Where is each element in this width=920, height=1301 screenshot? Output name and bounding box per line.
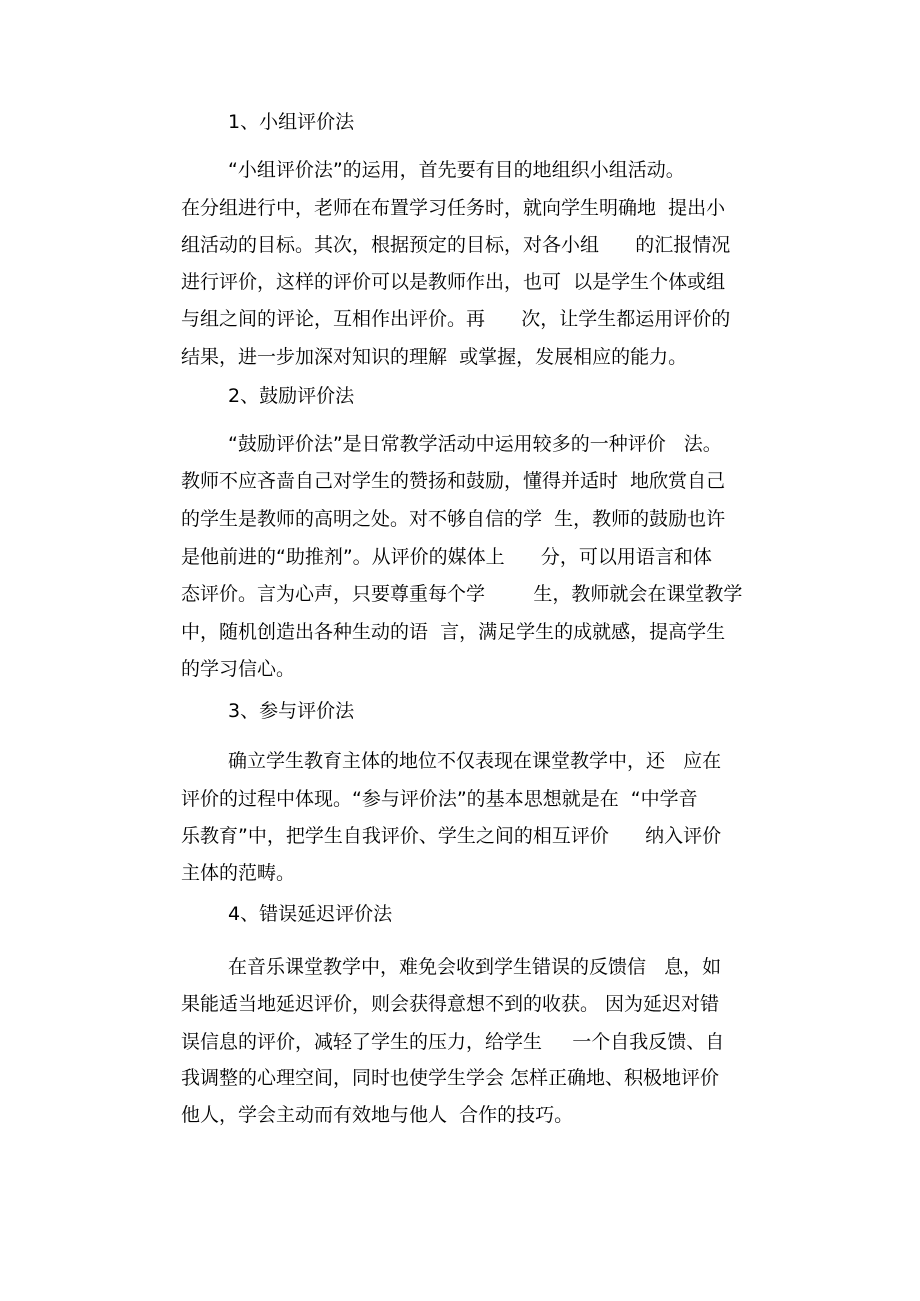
paragraph-line: 主体的范畴。: [181, 862, 296, 884]
section-heading: 2、鼓励评价法: [228, 385, 355, 407]
paragraph-line: 态评价。言为心声，只要尊重每个学 生，教师就会在课堂教学: [181, 583, 743, 605]
paragraph-line: 在分组进行中，老师在布置学习任务时，就向学生明确地 提出小: [181, 197, 726, 219]
paragraph-line: 的学习信心。: [181, 658, 296, 680]
paragraph-line: 误信息的评价，减轻了学生的压力，给学生 一个自我反馈、自: [181, 1031, 725, 1053]
paragraph-line: 乐教育”中，把学生自我评价、学生之间的相互评价 纳入评价: [181, 825, 722, 847]
paragraph-line: 中，随机创造出各种生动的语 言，满足学生的成就感，提高学生: [181, 621, 726, 643]
paragraph-line: 评价的过程中体现。“参与评价法”的基本思想就是在 “中学音: [181, 788, 698, 810]
section-heading: 4、错误延迟评价法: [228, 903, 393, 925]
paragraph-line: 他人，学会主动而有效地与他人 合作的技巧。: [181, 1104, 574, 1126]
paragraph-line: 进行评价，这样的评价可以是教师作出，也可 以是学生个体或组: [181, 271, 726, 293]
paragraph-line: 与组之间的评论，互相作出评价。再 次，让学生都运用评价的: [181, 308, 731, 330]
paragraph-line: “小组评价法”的运用，首先要有目的地组织小组活动。: [228, 159, 685, 181]
paragraph-line: 确立学生教育主体的地位不仅表现在课堂教学中，还 应在: [228, 750, 722, 772]
section-heading: 1、小组评价法: [228, 111, 355, 133]
paragraph-line: 的学生是教师的高明之处。对不够自信的学 生，教师的鼓励也许: [181, 508, 726, 530]
paragraph-line: 在音乐课堂教学中，难免会收到学生错误的反馈信 息，如: [228, 956, 722, 978]
paragraph-line: “鼓励评价法”是日常教学活动中运用较多的一种评价 法。: [228, 433, 722, 455]
paragraph-line: 我调整的心理空间，同时也使学生学会 怎样正确地、积极地评价: [181, 1067, 720, 1089]
paragraph-line: 是他前进的“助推剂”。从评价的媒体上 分，可以用语言和体: [181, 546, 712, 568]
paragraph-line: 结果，进一步加深对知识的理解 或掌握，发展相应的能力。: [181, 346, 688, 368]
paragraph-line: 果能适当地延迟评价，则会获得意想不到的收获。 因为延迟对错: [181, 993, 720, 1015]
paragraph-line: 组活动的目标。其次，根据预定的目标，对各小组 的汇报情况: [181, 234, 731, 256]
paragraph-line: 教师不应吝啬自己对学生的赞扬和鼓励，懂得并适时 地欣赏自己: [181, 470, 726, 492]
section-heading: 3、参与评价法: [228, 700, 355, 722]
